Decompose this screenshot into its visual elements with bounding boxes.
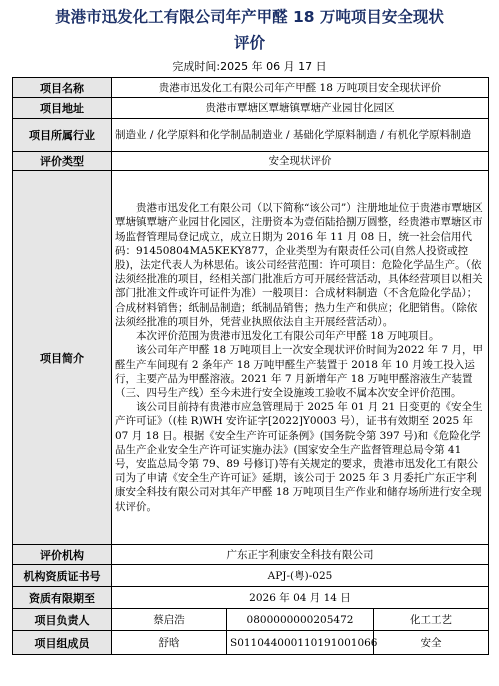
title-line-1: 贵港市迅发化工有限公司年产甲醛 18 万吨项目安全现状 (55, 8, 444, 26)
row-summary (13, 171, 489, 545)
member-specialty: 安全 (374, 631, 489, 655)
project-address-value: 贵港市覃塘区覃塘镇覃塘产业园甘化园区 (112, 98, 489, 119)
summary-label: 项目简介 (13, 171, 112, 545)
member-label: 项目组成员 (13, 631, 112, 655)
project-name-label: 项目名称 (13, 78, 112, 98)
agency-label: 评价机构 (13, 545, 112, 565)
summary-paragraph: 该公司目前持有贵港市应急管理局于 2025 年 01 月 21 日变更的《安全生产许可证》（(桂 R)WH 安许证字[2022]Y0003 号），证书有效期至 2025 年 07 月 18 日。根据《安全生产许可证条例》(国务院令第 397 号)和《危险化学品生产企业安全生产许可证实施办法》(国家安全生产监督管理总局令第 41 号，安监总局令第 79、89 号修订)等有关规定的要求，贵港市迅发化工有限公司为了申请《安全生产许可证》延期，该公司于 2025 年 3 月委托广东正宇利康安全科技有限公司对其年产甲醛 18 万吨项目生产作业和储存场所进行安全现状评价。 (115, 401, 483, 513)
summary-paragraph: 贵港市迅发化工有限公司（以下简称“该公司”）注册地址位于贵港市覃塘区覃塘镇覃塘产业园甘化园区，注册资本为壹佰陆拾捌万圆整，经贵港市覃塘区市场监督管理局登记成立，成立日期为 2016 年 11 月 08 日，统一社会信用代码：91450804MA5KEKY877，企业类型为有限责任公司(自然人投资或控股)，法定代表人为林思佑。该公司经营范围：许可项目：危险化学品生产。（依法须经批准的项目，经相关部门批准后方可开展经营活动，具体经营项目以相关部门批准文件或许可证件为准）一般项目：合成材料制造（不含危险化学品）；合成材料销售；纸制品制造；纸制品销售；热力生产和供应；化肥销售。（除依法须经批准的项目外，凭营业执照依法自主开展经营活动）。 (115, 202, 483, 328)
validity-label: 资质有限期至 (13, 587, 112, 609)
row-project-address (13, 98, 489, 119)
validity-value: 2026 年 04 月 14 日 (112, 587, 489, 609)
row-cert-no (13, 565, 489, 587)
title-line-2: 评价 (233, 34, 265, 52)
row-member (13, 631, 489, 655)
row-project-name (13, 78, 489, 98)
industry-value: 制造业 / 化学原料和化学制品制造业 / 基础化学原料制造 / 有机化学原料制造 (112, 119, 489, 152)
row-eval-type (13, 152, 489, 171)
leader-name: 蔡启浩 (112, 609, 227, 631)
completion-date (0, 60, 499, 74)
summary-paragraph: 该公司年产甲醛 18 万吨项目上一次安全现状评价时间为2022 年 7 月，甲醛生产车间现有 2 条年产 18 万吨甲醛生产装置于 2018 年 10 月竣工投入运行，主要产品为甲醛溶液。2021 年 7 月新增年产 18 万吨甲醛溶液生产装置（三、四号生产线）至今未进行安全设施竣工验收不属本次安全评价范围。 (115, 344, 483, 399)
document-title (0, 4, 499, 56)
leader-label: 项目负责人 (13, 609, 112, 631)
eval-type-value: 安全现状评价 (112, 152, 489, 171)
industry-label: 项目所属行业 (13, 119, 112, 152)
cert-no-label: 机构资质证书号 (13, 565, 112, 587)
leader-specialty: 化工工艺 (374, 609, 489, 631)
row-agency (13, 545, 489, 565)
agency-value: 广东正宇利康安全科技有限公司 (112, 545, 489, 565)
eval-type-label: 评价类型 (13, 152, 112, 171)
date-label: 完成时间: (172, 60, 221, 73)
date-value: 2025 年 06 月 17 日 (220, 60, 327, 73)
summary-content (112, 171, 489, 545)
project-info-table (12, 77, 489, 655)
project-name-value: 贵港市迅发化工有限公司年产甲醛 18 万吨项目安全现状评价 (112, 78, 489, 98)
project-address-label: 项目地址 (13, 98, 112, 119)
member-name: 舒晗 (112, 631, 227, 655)
row-industry (13, 119, 489, 152)
member-cert: S011044000110191001066 (227, 631, 374, 655)
summary-paragraph: 本次评价范围为贵港市迅发化工有限公司年产甲醛 18 万吨项目。 (136, 330, 440, 343)
leader-cert: 0800000000205472 (227, 609, 374, 631)
cert-no-value: APJ-(粤)-025 (112, 565, 489, 587)
row-leader (13, 609, 489, 631)
row-validity (13, 587, 489, 609)
